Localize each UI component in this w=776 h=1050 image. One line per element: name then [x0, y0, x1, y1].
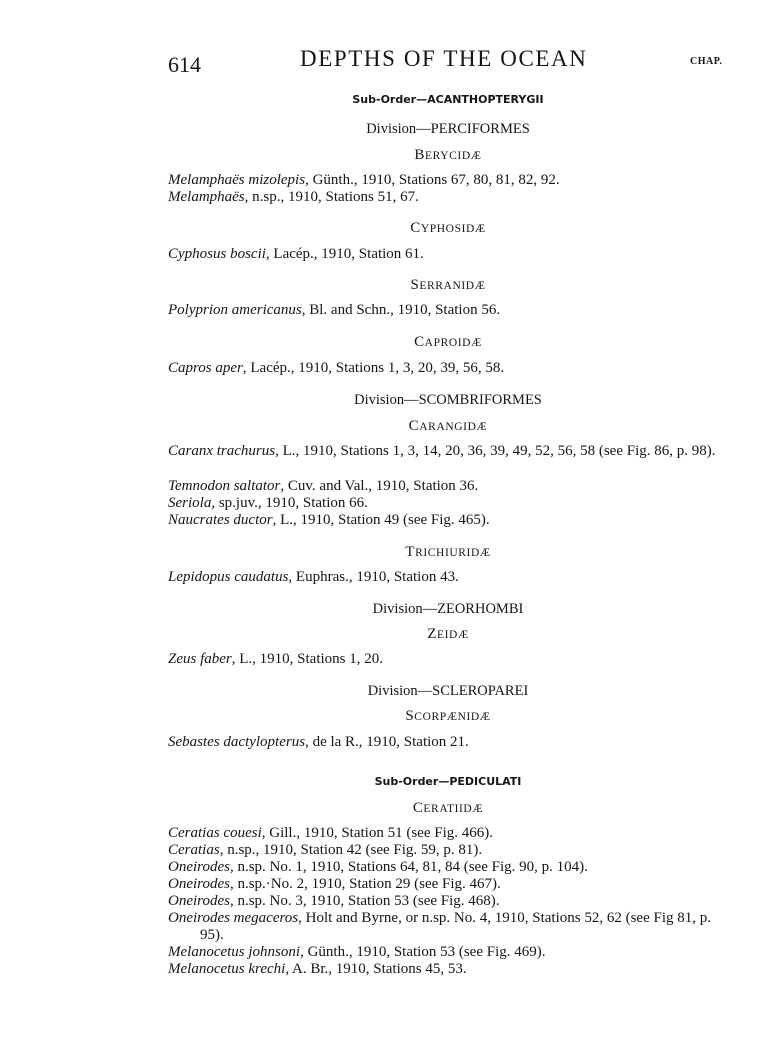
species-record: , Lacép., 1910, Stations 1, 3, 20, 39, 56, 58. [242, 360, 505, 376]
suborder-heading: Sub-Order—PEDICULATI [374, 775, 522, 788]
species-name: Seriola [168, 495, 212, 511]
running-title: DEPTHS OF THE OCEAN [300, 46, 588, 71]
family-heading [168, 627, 728, 642]
species-record: , n.sp., 1910, Stations 51, 67. [244, 189, 419, 205]
family-initial: C [412, 800, 424, 816]
running-head [0, 44, 776, 78]
suborder-heading: Sub-Order—ACANTHOPTERYGII [352, 93, 544, 106]
species-name: Melamphaës mizolepis [168, 172, 306, 188]
species-name: Naucrates ductor [168, 512, 273, 528]
family-name-rest: YPHOSIDÆ [420, 223, 486, 235]
species-record: , n.sp., 1910, Station 42 (see Fig. 59, p. 81). [219, 842, 483, 858]
species-entry [168, 961, 730, 978]
family-heading [168, 801, 728, 816]
family-name-rest: ARANGIDÆ [419, 421, 488, 433]
species-entry [168, 360, 730, 377]
species-name: Sebastes dactylopterus [168, 734, 306, 750]
family-heading [168, 545, 728, 560]
division-heading: Division—ZEORHOMBI [372, 601, 524, 617]
species-entry [168, 246, 730, 263]
species-name: Cyphosus boscii [168, 246, 266, 262]
family-heading [168, 278, 728, 293]
family-heading [168, 335, 728, 350]
species-entry [168, 189, 730, 206]
species-name: Lepidopus caudatus [168, 569, 289, 585]
species-name: Temnodon saltator [168, 478, 281, 494]
division-heading: Division—SCLEROPAREI [367, 683, 529, 699]
family-heading [168, 709, 728, 724]
species-name: Oneirodes [168, 893, 230, 909]
family-initial: Z [427, 626, 437, 642]
species-record: , n.sp. No. 3, 1910, Station 53 (see Fig. 468). [229, 893, 500, 909]
species-name: Oneirodes megaceros [168, 910, 299, 926]
species-record: , Bl. and Schn., 1910, Station 56. [301, 302, 501, 318]
species-record: , sp.juv., 1910, Station 66. [211, 495, 368, 511]
species-name: Oneirodes [168, 859, 230, 875]
species-record: , Cuv. and Val., 1910, Station 36. [280, 478, 479, 494]
species-record: , de la R., 1910, Station 21. [305, 734, 469, 750]
species-entry [168, 302, 730, 319]
species-name: Capros aper [168, 360, 243, 376]
family-name-rest: ERYCIDÆ [425, 150, 482, 162]
page-number: 614 [168, 52, 201, 77]
family-initial: B [414, 147, 425, 163]
species-name: Caranx trachurus [168, 443, 276, 459]
chapter-label: CHAP. [690, 56, 723, 67]
species-record: , L., 1910, Stations 1, 3, 14, 20, 36, 39, 49, 52, 56, 58 (see Fig. 86, p. 98). [275, 443, 716, 459]
family-name-rest: EIDÆ [436, 629, 469, 641]
division-heading: Division—SCOMBRIFORMES [354, 392, 542, 408]
species-entry [168, 569, 730, 586]
species-entry [168, 842, 730, 859]
species-entry [168, 512, 730, 529]
species-record: , n.sp. No. 1, 1910, Stations 64, 81, 84 (see Fig. 90, p. 104). [229, 859, 588, 875]
species-name: Melanocetus johnsoni [168, 944, 301, 960]
species-name: Ceratias [168, 842, 220, 858]
family-initial: S [410, 277, 420, 293]
family-initial: T [405, 544, 416, 560]
species-record: , Gill., 1910, Station 51 (see Fig. 466). [261, 825, 493, 841]
species-record: , Günth., 1910, Stations 67, 80, 81, 82, 92. [305, 172, 560, 188]
family-heading [168, 221, 728, 236]
species-record: , L., 1910, Stations 1, 20. [231, 651, 384, 667]
division-heading: Division—PERCIFORMES [366, 121, 530, 137]
family-name-rest: APROIDÆ [424, 337, 482, 349]
family-name-rest: RICHIURIDÆ [415, 547, 491, 559]
species-name: Zeus faber [168, 651, 232, 667]
species-entry [168, 734, 730, 751]
species-entry [168, 478, 730, 495]
family-initial: C [408, 418, 420, 434]
species-entry [168, 876, 730, 893]
species-entry [168, 651, 730, 668]
species-entry [168, 495, 730, 512]
family-initial: C [410, 220, 421, 236]
species-name: Polyprion americanus [168, 302, 302, 318]
species-name: Oneirodes [168, 876, 230, 892]
species-entry [168, 825, 730, 842]
species-entry [168, 172, 730, 189]
species-record: , A. Br., 1910, Stations 45, 53. [285, 961, 467, 977]
species-record: , Holt and Byrne, or n.sp. No. 4, 1910, Stations 52, 62 (see Fig 81, p. 95). [200, 910, 712, 943]
species-record: , Lacép., 1910, Station 61. [265, 246, 424, 262]
family-name-rest: ERATIIDÆ [423, 803, 484, 815]
family-heading [168, 419, 728, 434]
species-record: , Günth., 1910, Station 53 (see Fig. 469). [300, 944, 546, 960]
family-name-rest: CORPÆNIDÆ [414, 711, 491, 723]
species-entry [168, 443, 730, 460]
species-entry [168, 910, 730, 944]
species-record: , Euphras., 1910, Station 43. [288, 569, 459, 585]
species-entry [168, 859, 730, 876]
species-entry [168, 944, 730, 961]
family-name-rest: ERRANIDÆ [419, 280, 486, 292]
species-entry [168, 893, 730, 910]
species-name: Melamphaës [168, 189, 245, 205]
species-record: , L., 1910, Station 49 (see Fig. 465). [272, 512, 490, 528]
family-heading [168, 148, 728, 163]
species-name: Ceratias couesi [168, 825, 262, 841]
family-initial: C [414, 334, 425, 350]
species-record: , n.sp.·No. 2, 1910, Station 29 (see Fig. 467). [229, 876, 501, 892]
family-initial: S [405, 708, 415, 724]
species-name: Melanocetus krechi [168, 961, 286, 977]
